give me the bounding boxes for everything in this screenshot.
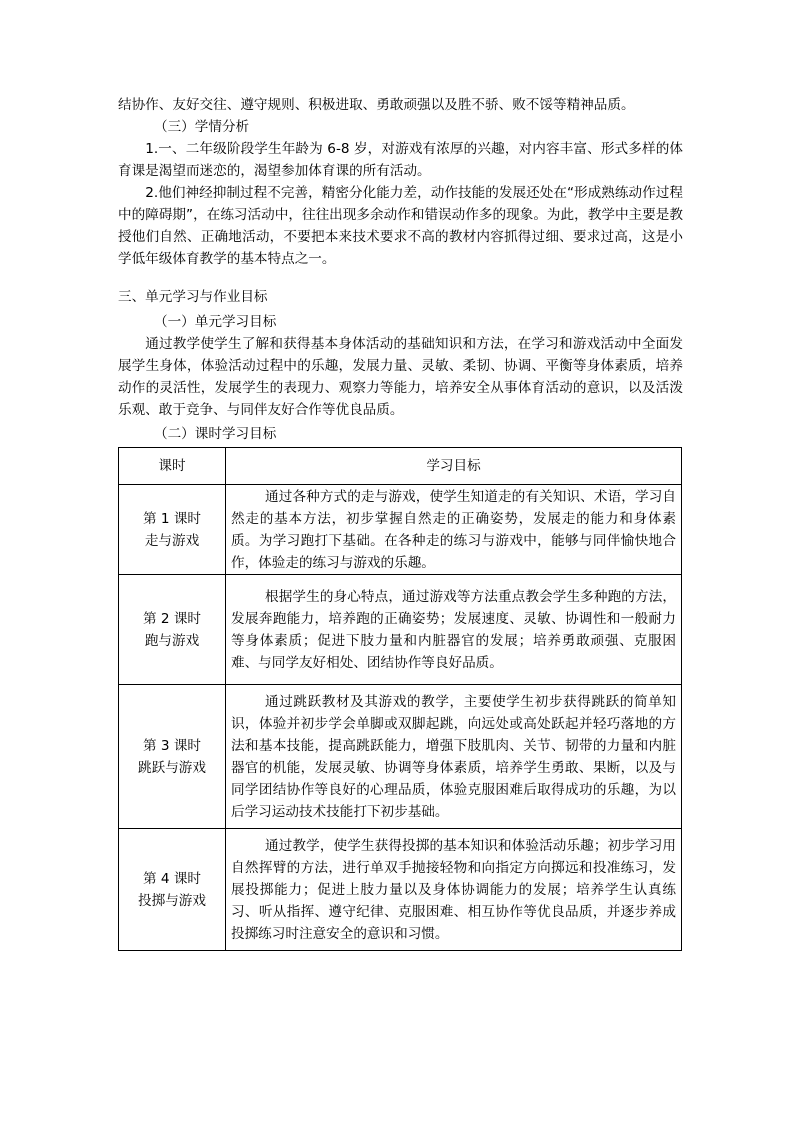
lesson-cell [119,575,226,685]
lesson-cell [119,485,226,575]
lesson-name: 跑与游戏 [144,632,200,649]
lesson-name: 投掷与游戏 [138,892,206,909]
header-lesson: 课时 [119,448,226,485]
unit-goal-heading: （一）单元学习目标 [154,314,277,330]
lesson-cell [119,829,226,951]
learner-analysis-point-2: 2.他们神经抑制过程不完善，精密分化能力差，动作技能的发展还处在“形成熟练动作过程中的障碍期”，在练习活动中，往往出现多余动作和错误动作多的现象。为此，教学中主要是教授他们自然、正确地活动，不要把本来技术要求不高的教材内容抓得过细、要求过高，这是小学低年级体育教学的基本特点之一。 [118,185,683,267]
lesson-goals-table [118,447,682,951]
goal-text: 通过各种方式的走与游戏，使学生知道走的有关知识、术语，学习自然走的基本方法，初步掌握自然走的正确姿势，发展走的能力和身体素质。为学习跑打下基础。在各种走的练习与游戏中，能够与同伴愉快地合作，体验走的练习与游戏的乐趣。 [231,488,676,571]
table-row [119,485,682,575]
unit-goal-text: 通过教学使学生了解和获得基本身体活动的基础知识和方法，在学习和游戏活动中全面发展学生身体，体验活动过程中的乐趣，发展力量、灵敏、柔韧、协调、平衡等身体素质，培养动作的灵活性，发展学生的表现力、观察力等能力，培养安全从事体育活动的意识，以及活泼乐观、敢于竞争、与同伴友好合作等优良品质。 [118,336,683,418]
goal-cell [226,575,682,685]
table-row [119,575,682,685]
table-row [119,829,682,951]
lesson-number: 第 2 课时 [142,610,202,627]
document-page [118,94,683,951]
lesson-name: 跳跃与游戏 [138,759,206,776]
goal-cell [226,485,682,575]
lesson-number: 第 4 课时 [142,870,202,887]
header-goal: 学习目标 [226,448,682,485]
learner-analysis-point-1: 1.一、二年级阶段学生年龄为 6-8 岁，对游戏有浓厚的兴趣，对内容丰富、形式多样的体育课是渴望而迷恋的，渴望参加体育课的所有活动。 [118,141,683,179]
table-row [119,685,682,829]
lesson-cell [119,685,226,829]
section-3-heading: 三、单元学习与作业目标 [118,289,268,305]
lesson-number: 第 3 课时 [142,737,202,754]
goal-text: 通过跳跃教材及其游戏的教学，主要使学生初步获得跳跃的简单知识，体验并初步学会单脚或双脚起跳，向远处或高处跃起并轻巧落地的方法和基本技能，提高跳跃能力，增强下肢肌肉、关节、韧带的力量和内脏器官的机能，发展灵敏、协调等身体素质，培养学生勇敢、果断，以及与同学团结协作等良好的心理品质，体验克服困难后取得成功的乐趣，为以后学习运动技术技能打下初步基础。 [231,693,676,820]
lesson-goal-heading: （二）课时学习目标 [154,426,277,442]
lesson-name: 走与游戏 [144,532,200,549]
goal-text: 根据学生的身心特点，通过游戏等方法重点教会学生多种跑的方法，发展奔跑能力，培养跑的正确姿势；发展速度、灵敏、协调性和一般耐力等身体素质；促进下肢力量和内脏器官的发展；培养勇敢顽强、克服困难、与同学友好相处、团结协作等良好品质。 [231,588,676,671]
continued-paragraph: 结协作、友好交往、遵守规则、积极进取、勇敢顽强以及胜不骄、败不馁等精神品质。 [118,97,635,113]
goal-cell [226,829,682,951]
table-header-row [119,448,682,485]
goal-cell [226,685,682,829]
goal-text: 通过教学，使学生获得投掷的基本知识和体验活动乐趣；初步学习用自然挥臂的方法，进行单双手抛接轻物和向指定方向掷远和投准练习，发展投掷能力；促进上肢力量以及身体协调能力的发展；培养学生认真练习、听从指挥、遵守纪律、克服困难、相互协作等优良品质，并逐步养成投掷练习时注意安全的意识和习惯。 [231,837,676,942]
learner-analysis-heading: （三）学情分析 [154,119,250,135]
lesson-number: 第 1 课时 [142,510,202,527]
